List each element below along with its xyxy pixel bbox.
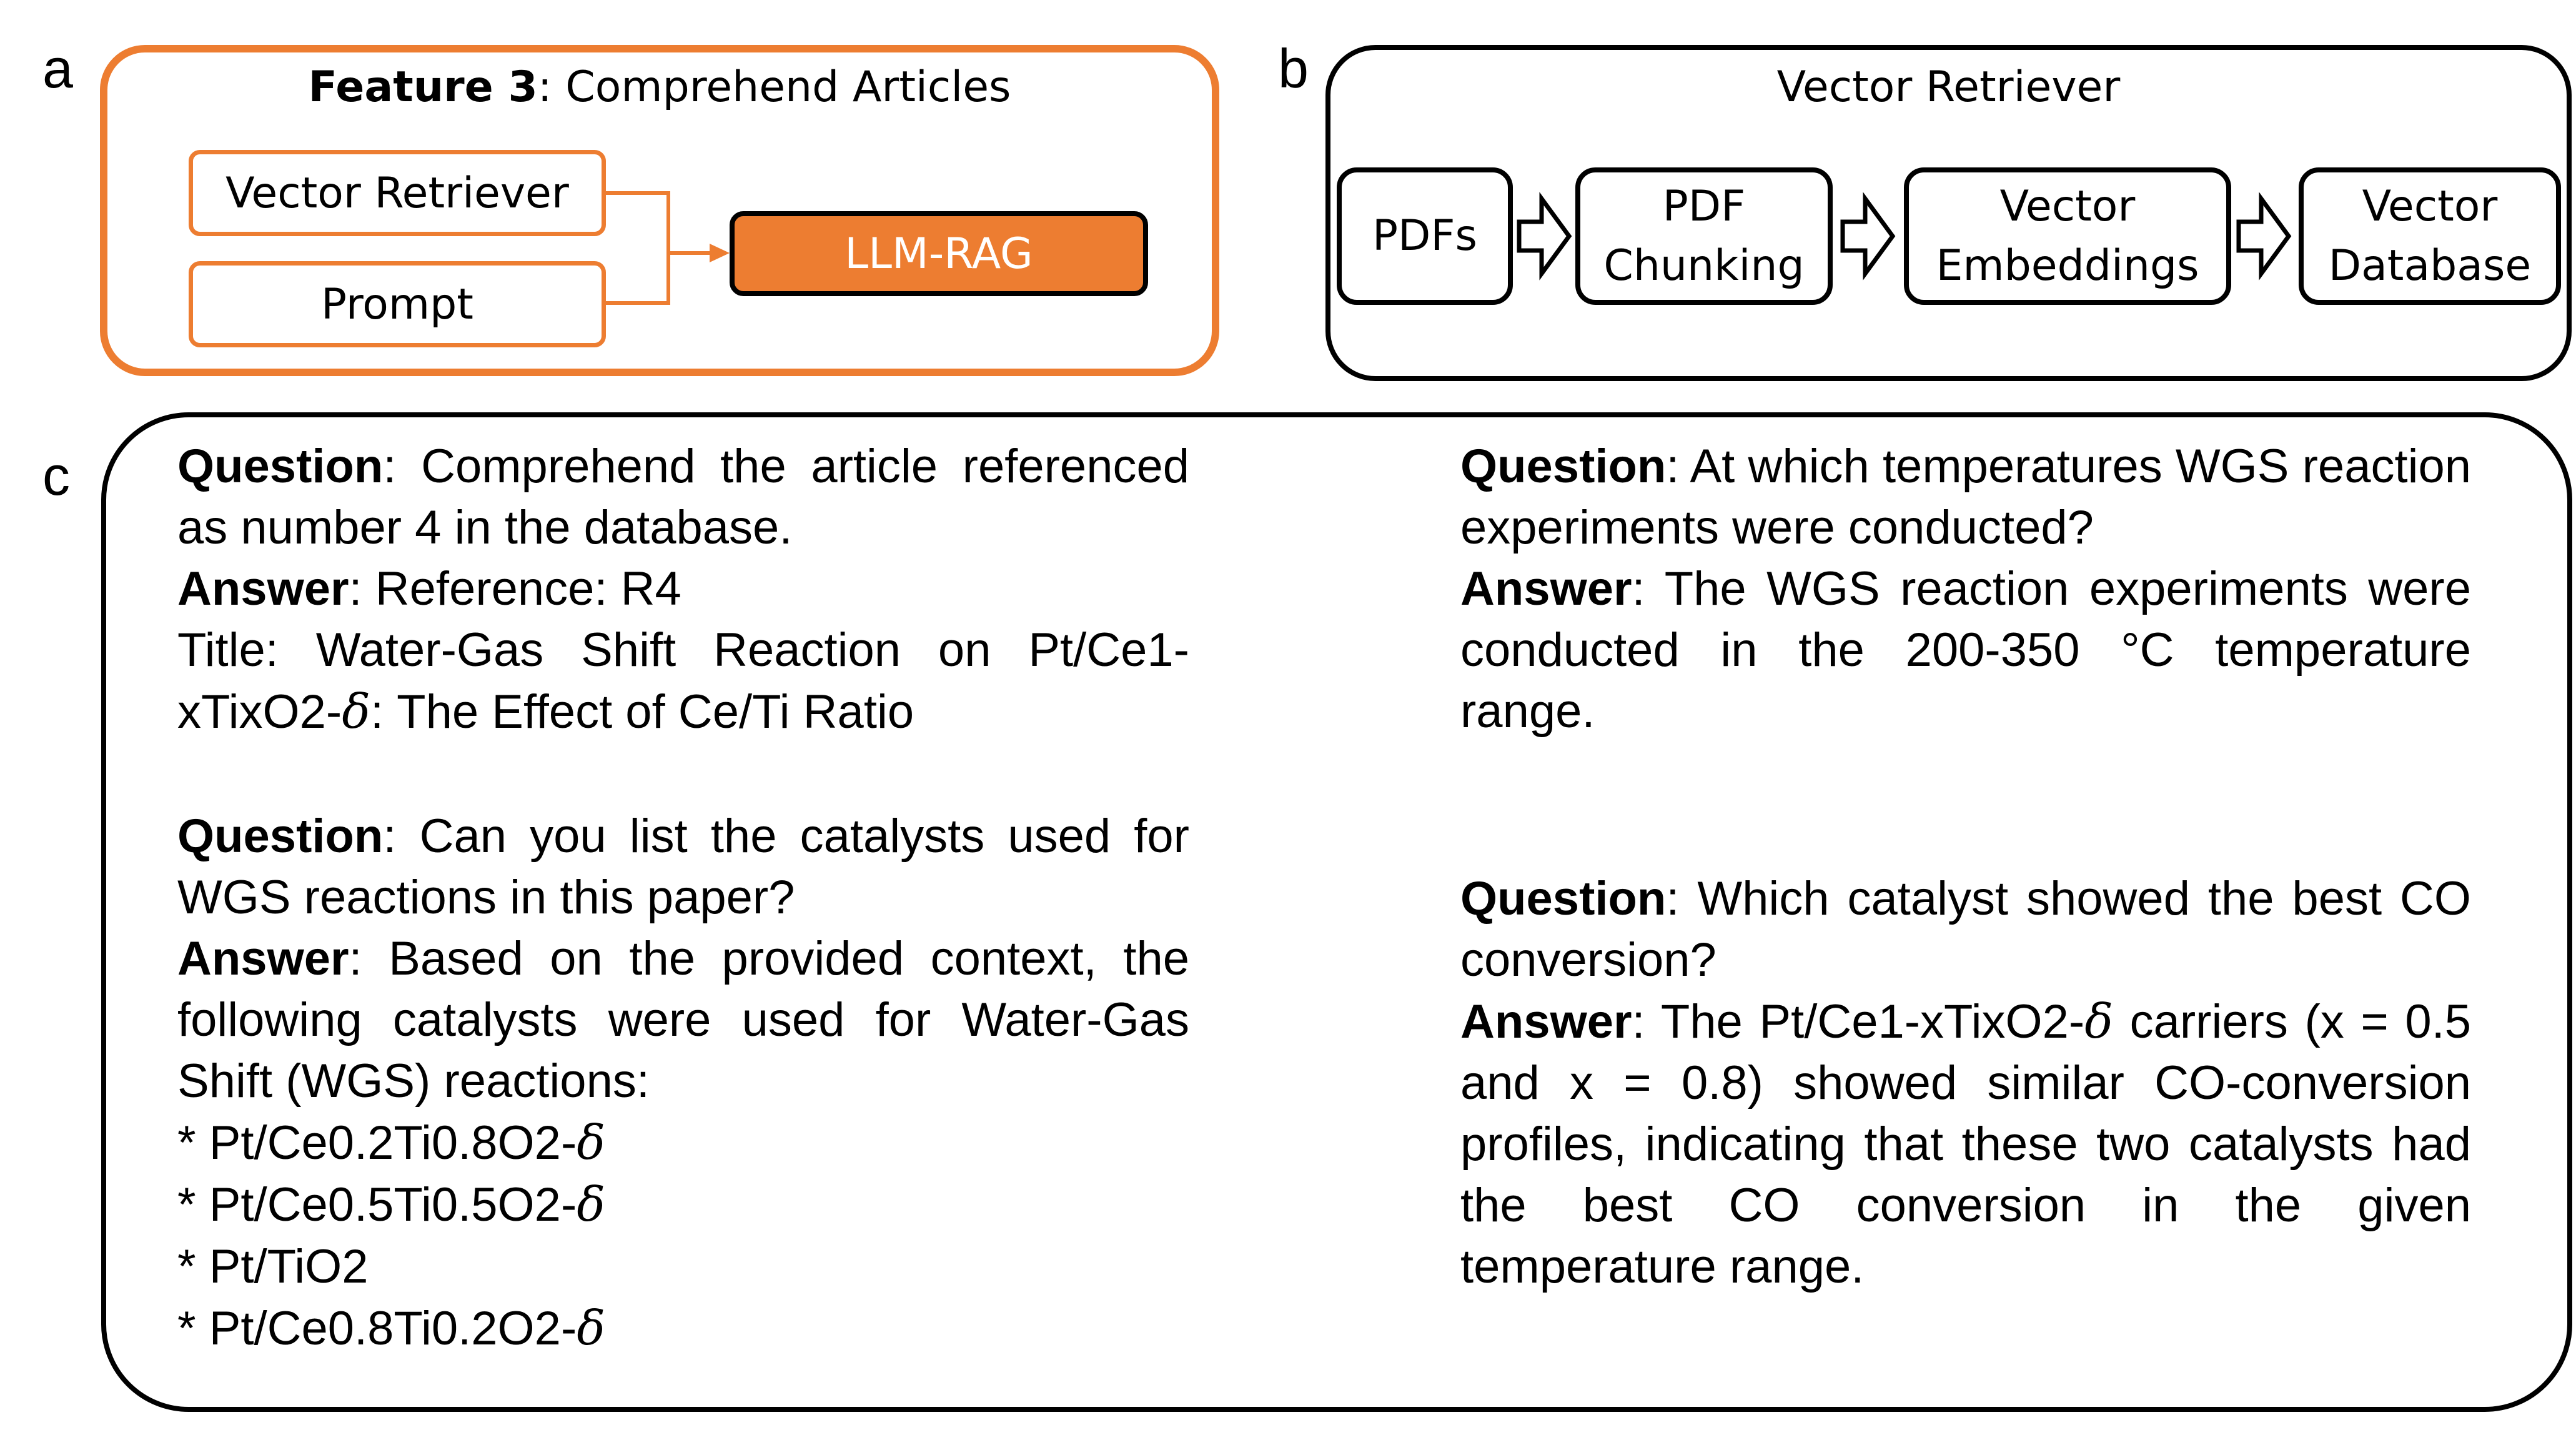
qa-left-2-question-text: : Can you list the catalysts used for WGS reactions in this paper? [177,810,1189,924]
panel-a-title-rest: : Comprehend Articles [537,62,1011,112]
delta-symbol: δ [2084,993,2113,1049]
qa-right-1-answer-text: : The WGS reaction experiments were conducted in the 200-350 °C temperature range. [1460,562,2471,738]
flow-arrow-2-icon [1843,199,1893,274]
qa-right-2-question-text: : Which catalyst showed the best CO conversion? [1460,872,2471,986]
flow-step-pdf-chunking-line2: Chunking [1603,241,1805,290]
catalyst-list-item-text: * Pt/Ce0.2Ti0.8O2- [177,1116,577,1169]
qa-right-1-answer [1460,559,2471,742]
flow-step-pdf-chunking-line1: PDF [1662,181,1746,231]
qa-left-2-answer [177,928,1189,1112]
delta-symbol: δ [577,1115,606,1170]
qa-right-2-question [1460,868,2471,991]
delta-symbol: δ [342,683,370,739]
panel-label-a: a [42,37,73,99]
answer-label: Answer [177,562,349,615]
panel-b-title: Vector Retriever [1776,62,2121,112]
catalyst-list-item [177,1298,1189,1359]
question-label: Question [1460,872,1667,925]
qa-left-1-title-text: Title: Water-Gas Shift Reaction on Pt/Ce1-xTixO2- [177,623,1189,738]
qa-right-2-answer-tail: carriers (x = 0.5 and x = 0.8) showed similar CO-conversion profiles, indicating that these two catalysts had the best CO conversion in the given temperature range. [1460,995,2471,1293]
panel-a-title-bold: Feature 3 [308,62,538,112]
catalyst-list-item-text: * Pt/Ce0.5Ti0.5O2- [177,1178,577,1231]
qa-right-2-answer-text: : The Pt/Ce1-xTixO2- [1632,995,2085,1048]
catalyst-list-item-text: * Pt/Ce0.8Ti0.2O2- [177,1302,577,1355]
qa-left-1-title [177,620,1189,743]
delta-symbol: δ [577,1176,606,1232]
flow-step-pdfs-line1: PDFs [1372,211,1477,261]
qa-right-1 [1460,436,2471,742]
qa-right-2-answer [1460,991,2471,1298]
flow-step-vector-embeddings-line2: Embeddings [1936,241,2199,290]
qa-left-1-title-tail: : The Effect of Ce/Ti Ratio [370,685,914,738]
catalyst-list-item [177,1112,1189,1174]
flow-step-vector-database-line1: Vector [2362,181,2498,231]
flow-arrow-3-icon [2239,199,2289,274]
question-label: Question [177,810,384,863]
vector-retriever-input-box: Vector Retriever [189,150,606,236]
panel-label-b: b [1278,37,1309,99]
answer-label: Answer [1460,562,1632,615]
question-label: Question [177,440,384,493]
answer-label: Answer [177,932,349,985]
catalyst-list-item [177,1236,1189,1298]
answer-label: Answer [1460,995,1632,1048]
question-label: Question [1460,440,1667,493]
qa-left-1-answer [177,559,1189,620]
qa-left-2 [177,806,1189,1359]
prompt-input-box: Prompt [189,261,606,347]
panel-label-c: c [42,445,70,507]
flow-arrow-1-icon [1519,199,1569,274]
catalyst-list-item [177,1174,1189,1236]
qa-right-2 [1460,868,2471,1298]
qa-left-1-question-text: : Comprehend the article referenced as number 4 in the database. [177,440,1189,554]
qa-right-1-question [1460,436,2471,559]
flow-step-vector-database-line2: Database [2328,241,2532,290]
qa-left-1-answer-text: : Reference: R4 [349,562,681,615]
qa-left-2-answer-text: : Based on the provided context, the following catalysts were used for Water-Gas Shift (WGS) reactions: [177,932,1189,1108]
qa-left-1-question [177,436,1189,559]
qa-left-1 [177,436,1189,743]
flow-step-vector-embeddings-line1: Vector [1999,181,2136,231]
llm-rag-box: LLM-RAG [730,211,1148,296]
qa-left-2-question [177,806,1189,928]
qa-right-1-question-text: : At which temperatures WGS reaction experiments were conducted? [1460,440,2471,554]
delta-symbol: δ [577,1300,606,1356]
catalyst-list-item-text: * Pt/TiO2 [177,1240,369,1293]
